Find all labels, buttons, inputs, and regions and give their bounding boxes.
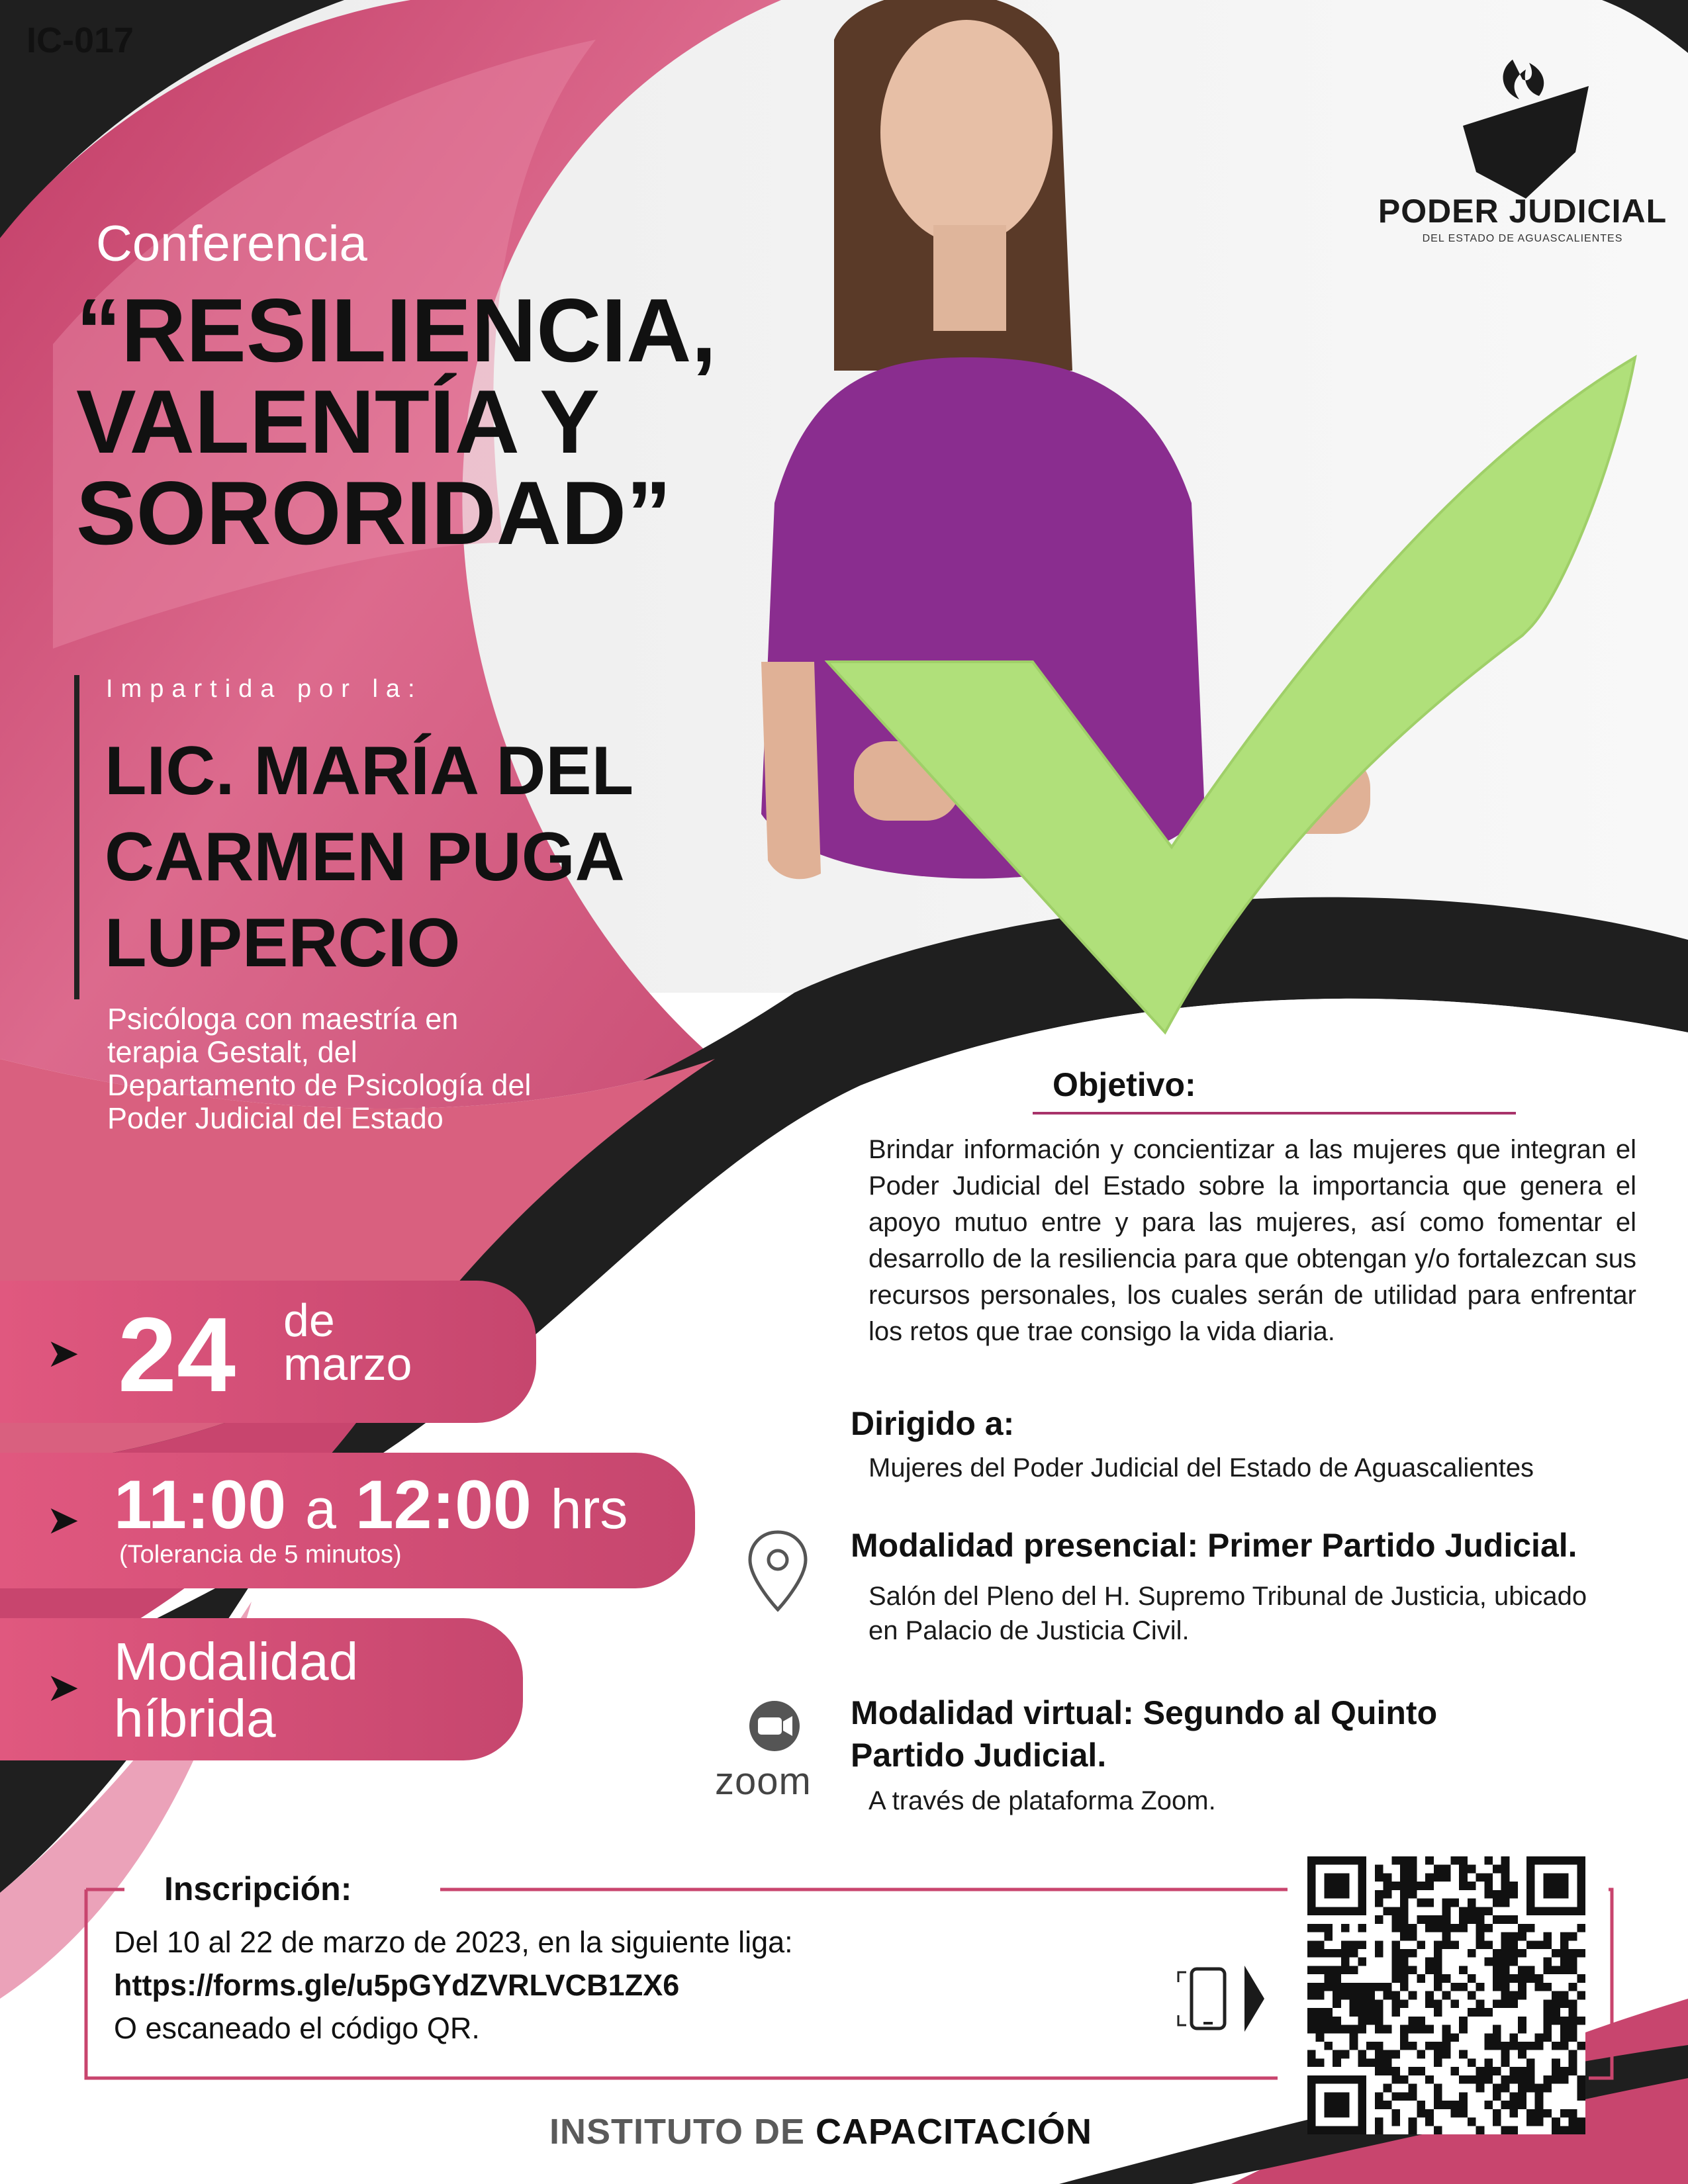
speaker-description <box>107 1003 650 1135</box>
time-tolerance: (Tolerancia de 5 minutos) <box>119 1541 402 1569</box>
registration-dates: Del 10 al 22 de marzo de 2023, en la siguiente liga: <box>114 1925 793 1959</box>
presencial-text <box>868 1579 1650 1648</box>
arrow-right-icon: ➤ <box>46 1498 80 1542</box>
virtual-heading-line: Modalidad virtual: Segundo al Quinto <box>851 1694 1438 1731</box>
date-de: de <box>283 1295 335 1346</box>
speaker-description-line: Departamento de Psicología del <box>107 1068 532 1102</box>
date-month <box>283 1295 412 1390</box>
event-time <box>114 1466 628 1545</box>
modality <box>114 1633 485 1747</box>
title-line: VALENTÍA Y <box>76 371 600 472</box>
modality-line: híbrida <box>114 1689 276 1748</box>
virtual-text: A través de plataforma Zoom. <box>868 1786 1216 1815</box>
speaker-description-line: Poder Judicial del Estado <box>107 1101 444 1135</box>
presencial-line: en Palacio de Justicia Civil. <box>868 1616 1190 1645</box>
qr-code[interactable] <box>1307 1856 1585 2134</box>
zoom-label: zoom <box>715 1760 812 1803</box>
title-line: “RESILIENCIA, <box>76 280 717 381</box>
event-title <box>76 280 870 563</box>
time-a: a <box>305 1478 336 1540</box>
poder-judicial-logo-icon <box>1450 46 1602 199</box>
speaker-divider <box>74 675 79 999</box>
audience-heading: Dirigido a: <box>851 1405 1015 1442</box>
footer-part2: CAPACITACIÓN <box>816 2112 1093 2152</box>
event-code: IC-017 <box>26 21 134 60</box>
location-pin-icon <box>745 1529 811 1615</box>
registration-text <box>114 1921 941 2050</box>
time-end: 12:00 <box>355 1467 532 1543</box>
registration-heading: Inscripción: <box>164 1870 352 1907</box>
speaker-name-line: CARMEN PUGA <box>105 819 625 895</box>
logo-subtitle: DEL ESTADO DE AGUASCALIENTES <box>1422 233 1623 244</box>
speaker-name-line: LUPERCIO <box>105 905 461 981</box>
audience-text: Mujeres del Poder Judicial del Estado de Aguascalientes <box>868 1453 1534 1482</box>
speaker-description-line: terapia Gestalt, del <box>107 1035 357 1069</box>
logo-block <box>1370 192 1675 245</box>
virtual-heading <box>851 1692 1437 1776</box>
title-line: SORORIDAD” <box>76 463 672 563</box>
footer-institute <box>549 2111 1092 2152</box>
footer-part1: INSTITUTO DE <box>549 2112 816 2152</box>
phone-scan-icon <box>1172 1962 1271 2035</box>
objective-text: Brindar información y concientizar a las mujeres que integran el Poder Judicial del Estado sobre la importancia que genera el apoyo mutuo entre y para las mujeres, así como fomentar el desarrollo de la resiliencia para que obtengan y/o fortalezcan sus recursos personales, los cuales serán de utilidad para enfrentar los retos que trae consigo la vida diaria. <box>868 1135 1636 1346</box>
speaker-name-line: LIC. MARÍA DEL <box>105 733 634 809</box>
objective-heading: Objetivo: <box>1053 1066 1196 1103</box>
registration-link[interactable]: https://forms.gle/u5pGYdZVRLVCB1ZX6 <box>114 1968 680 2002</box>
date-day: 24 <box>118 1295 236 1414</box>
event-type: Conferencia <box>96 216 367 272</box>
arrow-right-icon: ➤ <box>46 1331 80 1375</box>
logo-name: PODER JUDICIAL <box>1378 193 1667 230</box>
arrow-right-icon: ➤ <box>46 1665 80 1709</box>
date-month-name: marzo <box>283 1338 412 1390</box>
modality-line: Modalidad <box>114 1632 359 1691</box>
speaker-name <box>105 728 800 986</box>
presencial-heading: Modalidad presencial: Primer Partido Judicial. <box>851 1527 1577 1564</box>
virtual-heading-line: Partido Judicial. <box>851 1737 1107 1774</box>
objective-underline <box>1033 1112 1516 1115</box>
time-start: 11:00 <box>114 1467 287 1543</box>
speaker-intro: Impartida por la: <box>106 675 423 703</box>
zoom-camera-icon <box>738 1700 811 1752</box>
registration-qr-note: O escaneado el código QR. <box>114 2011 480 2045</box>
speaker-description-line: Psicóloga con maestría en <box>107 1002 459 1036</box>
time-unit: hrs <box>550 1478 628 1540</box>
presencial-line: Salón del Pleno del H. Supremo Tribunal de Justicia, ubicado <box>868 1582 1587 1611</box>
